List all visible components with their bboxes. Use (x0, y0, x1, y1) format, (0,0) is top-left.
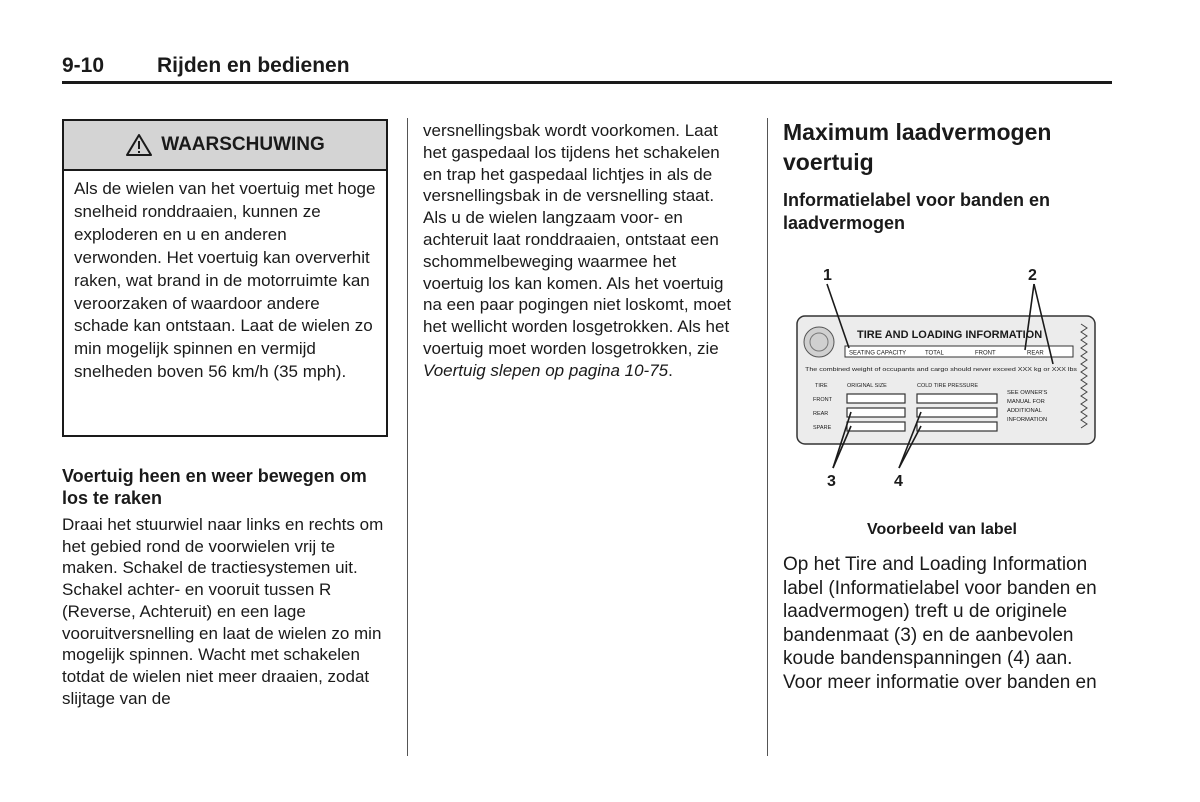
row-rear-label: REAR (813, 411, 829, 417)
paragraph (423, 120, 741, 382)
size-box-spare (847, 422, 905, 431)
column-2-text (423, 120, 741, 382)
seating-total-label: TOTAL (925, 350, 944, 357)
section-moving-vehicle (62, 465, 390, 709)
section-body: Draai het stuurwiel naar links en rechts om het gebied rond de voorwielen vrij te maken. Schakel de tractiesystemen uit. Schakel achter- en vooruit tussen R (Reverse, Achteruit) en een lage vooruitversnelling en laat de wielen zo min mogelijk spinnen. Wacht met schakelen totdat de wielen niet meer draaien, zodat slijtage van de (62, 515, 384, 708)
warning-header (64, 121, 386, 171)
tire-label-figure (785, 260, 1105, 492)
seating-rear-label: REAR (1027, 350, 1044, 357)
warning-title: WAARSCHUWING (161, 134, 325, 155)
side-note-line-2: MANUAL FOR (1007, 399, 1045, 405)
section-heading: Voertuig heen en weer bewegen om los te raken (62, 466, 367, 508)
section-title: Maximum laadvermogen voertuig (783, 119, 1052, 175)
logo-seal-icon (804, 327, 834, 357)
figure-caption: Voorbeeld van label (867, 521, 1017, 538)
warning-triangle-icon (125, 133, 153, 157)
callout-2: 2 (1028, 267, 1037, 284)
warning-box (62, 119, 388, 437)
column-divider (407, 118, 408, 756)
column-3-body: Op het Tire and Loading Information label (Informatielabel voor banden en laadvermogen) treft u de originele bandenmaat (3) en de aanbevolen koude bandenspanningen (4) aan. Voor meer informatie over banden en (783, 554, 1097, 693)
size-box-front (847, 394, 905, 403)
side-note-line-4: INFORMATION (1007, 417, 1048, 423)
pressure-box-rear (917, 408, 997, 417)
weight-limit-text: The combined weight of occupants and cargo should never exceed XXX kg or XXX lbs (805, 367, 1078, 373)
row-front-label: FRONT (813, 397, 832, 403)
seating-capacity-label: SEATING CAPACITY (849, 350, 907, 357)
paragraph-end: . (668, 360, 673, 380)
row-spare-label: SPARE (813, 425, 832, 431)
cross-reference-link[interactable]: Voertuig slepen op pagina 10-75 (423, 360, 669, 380)
seating-front-label: FRONT (975, 350, 996, 357)
warning-text: Als de wielen van het voertuig met hoge snelheid ronddraaien, kunnen ze exploderen en u en anderen verwonden. Het voertuig kan oververhit raken, wat brand in de motorruimte kan veroorzaken of waardoor andere schade kan ontstaan. Laat de wielen zo min mogelijk spinnen en vermijd snelheden boven 56 km/h (35 mph). (74, 179, 376, 382)
label-title: TIRE AND LOADING INFORMATION (857, 329, 1043, 341)
side-note-line-3: ADDITIONAL (1007, 408, 1042, 414)
pressure-box-spare (917, 422, 997, 431)
subsection-title: Informatielabel voor banden en laadvermogen (783, 190, 1051, 233)
col-header-tire: TIRE (815, 383, 828, 389)
callout-3: 3 (827, 473, 836, 490)
size-box-rear (847, 408, 905, 417)
paragraph-text: versnellingsbak wordt voorkomen. Laat het gaspedaal los tijdens het schakelen en trap het gaspedaal lichtjes in als de versnellingsbak in de versnelling staat. Als u de wielen langzaam voor- en achteruit laat ronddraaien, ontstaat een schommelbeweging waarmee het voertuig los kan komen. Als het voertuig na een paar pogingen niet loskomt, moet het wellicht worden losgetrokken. Als het voertuig moet worden losgetrokken, zie (423, 121, 732, 358)
col-header-size: ORIGINAL SIZE (847, 383, 887, 389)
callout-1: 1 (823, 267, 832, 284)
page-number: 9-10 (62, 54, 105, 77)
page-header (62, 54, 1112, 86)
side-note-line-1: SEE OWNER'S (1007, 390, 1048, 396)
header-rule (62, 81, 1112, 84)
pressure-box-front (917, 394, 997, 403)
column-divider (767, 118, 768, 756)
column-3 (783, 117, 1113, 235)
col-header-pressure: COLD TIRE PRESSURE (917, 383, 979, 389)
callout-4: 4 (894, 473, 903, 490)
chapter-title: Rijden en bedienen (157, 54, 350, 77)
